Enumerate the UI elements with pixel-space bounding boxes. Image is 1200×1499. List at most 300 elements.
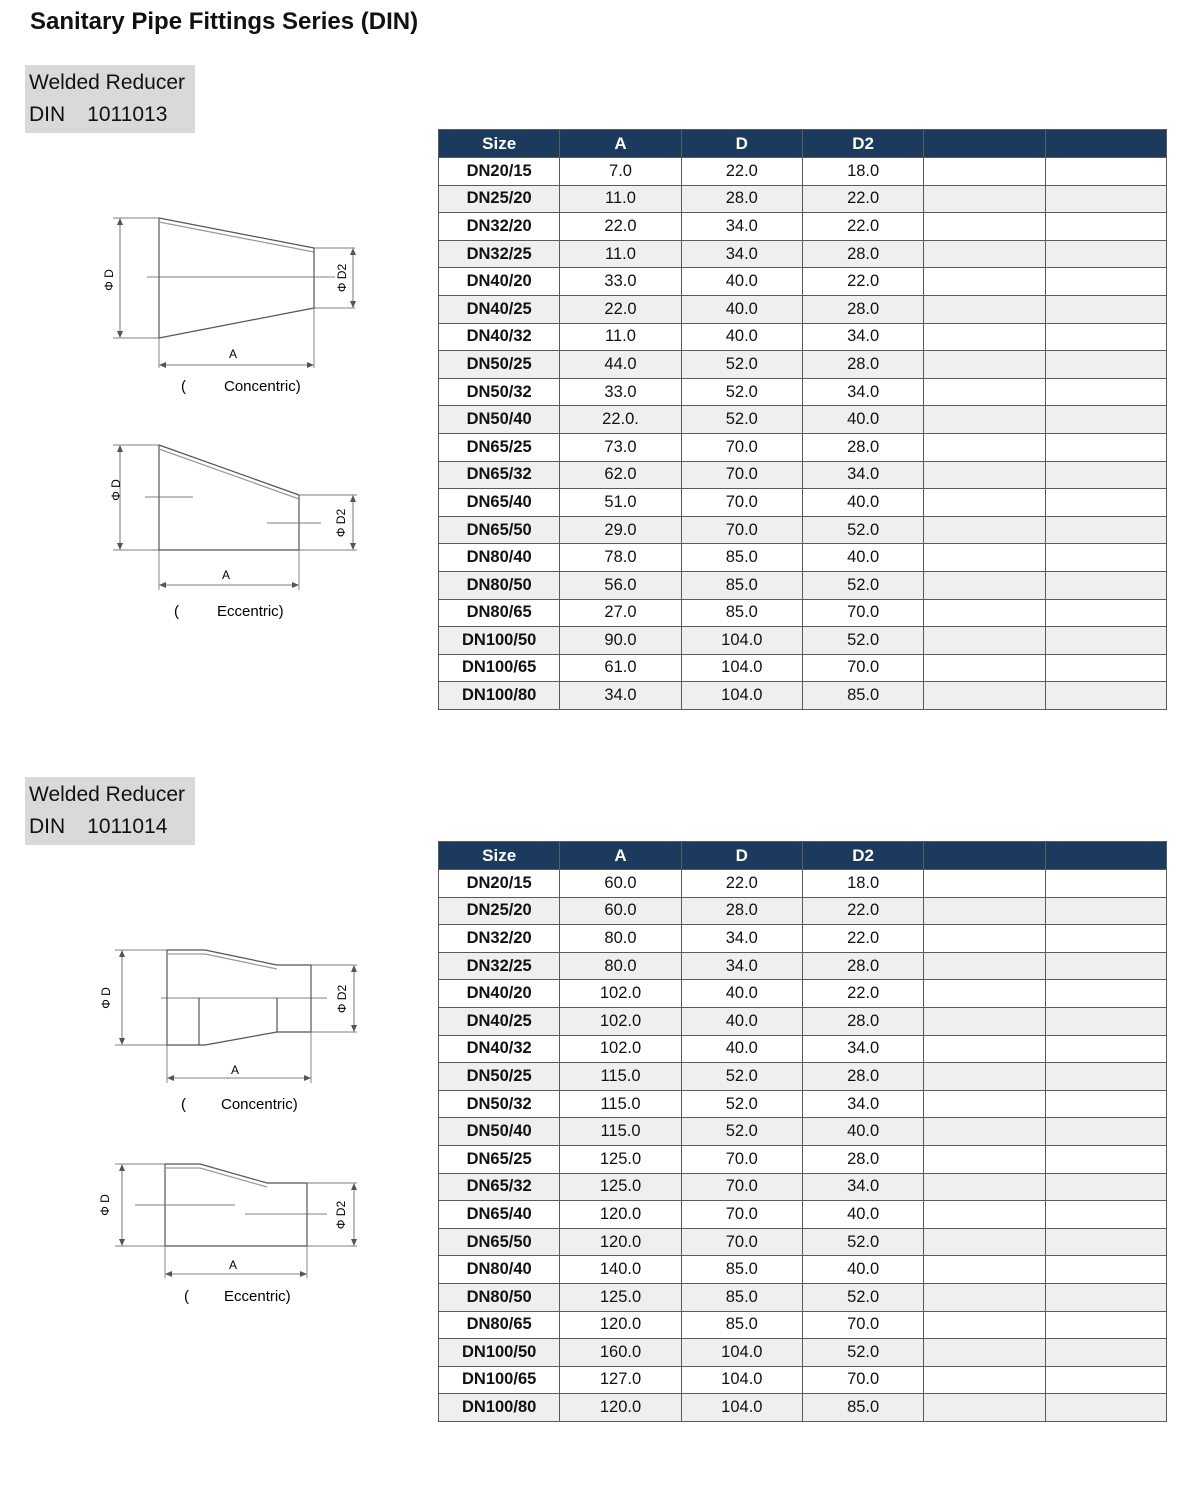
table-cell: 28.0 [802, 1007, 923, 1035]
table-cell: 28.0 [802, 240, 923, 268]
table-cell: 127.0 [560, 1366, 681, 1394]
table-cell: 34.0 [802, 1173, 923, 1201]
table-cell [1045, 516, 1166, 544]
table-row [439, 1035, 1167, 1063]
table-cell [1045, 1118, 1166, 1146]
table-cell: 27.0 [560, 599, 681, 627]
diameter-d-label: Φ D [98, 1194, 112, 1216]
table-row [439, 682, 1167, 710]
section-label-1011013 [25, 65, 195, 133]
table-cell [924, 1394, 1045, 1422]
table-cell [924, 980, 1045, 1008]
table-row [439, 406, 1167, 434]
table-cell: 52.0 [681, 378, 802, 406]
size-cell: DN65/32 [439, 461, 560, 489]
table-cell: 70.0 [681, 433, 802, 461]
table-cell: 120.0 [560, 1201, 681, 1229]
table-cell: 18.0 [802, 870, 923, 898]
column-header [1045, 130, 1166, 158]
table-cell: 52.0 [802, 1228, 923, 1256]
table-row [439, 1118, 1167, 1146]
table-row [439, 240, 1167, 268]
table-cell: 22.0 [802, 213, 923, 241]
table-cell: 70.0 [681, 1173, 802, 1201]
table-cell: 52.0 [802, 1339, 923, 1367]
table-cell [1045, 323, 1166, 351]
table-cell: 34.0 [681, 213, 802, 241]
table-cell [1045, 599, 1166, 627]
table-cell [924, 1090, 1045, 1118]
table-cell [924, 406, 1045, 434]
standard-label: DIN [29, 815, 66, 838]
table-cell [1045, 268, 1166, 296]
column-header [1045, 842, 1166, 870]
table-cell: 70.0 [681, 516, 802, 544]
table-cell [924, 1173, 1045, 1201]
table-cell [1045, 571, 1166, 599]
size-cell: DN65/32 [439, 1173, 560, 1201]
table-cell [924, 1201, 1045, 1229]
diameter-d2-label: Φ D2 [334, 1200, 348, 1230]
table-cell: 22.0 [681, 158, 802, 186]
column-header [924, 842, 1045, 870]
table-row [439, 1173, 1167, 1201]
table-cell: 52.0 [681, 406, 802, 434]
diameter-d-label: Φ D [99, 987, 113, 1009]
table-cell [1045, 1311, 1166, 1339]
table-cell: 70.0 [681, 489, 802, 517]
table-cell: 40.0 [681, 295, 802, 323]
table-row [439, 378, 1167, 406]
table-cell [924, 213, 1045, 241]
eccentric-caption: Eccentric) [217, 603, 284, 620]
table-cell: 52.0 [681, 351, 802, 379]
table-cell [1045, 1063, 1166, 1091]
table-cell: 52.0 [802, 627, 923, 655]
table-cell [924, 185, 1045, 213]
section-label-1011014 [25, 777, 195, 845]
size-cell: DN50/32 [439, 1090, 560, 1118]
table-cell: 34.0 [802, 1035, 923, 1063]
table-cell [1045, 870, 1166, 898]
table-cell: 52.0 [681, 1063, 802, 1091]
page-title: Sanitary Pipe Fittings Series (DIN) [30, 8, 419, 35]
table-cell: 115.0 [560, 1118, 681, 1146]
table-cell: 28.0 [681, 185, 802, 213]
table-cell: 125.0 [560, 1145, 681, 1173]
table-cell: 70.0 [802, 1366, 923, 1394]
size-cell: DN50/40 [439, 406, 560, 434]
table-cell: 22.0 [802, 897, 923, 925]
table-cell: 34.0 [802, 1090, 923, 1118]
size-cell: DN40/25 [439, 1007, 560, 1035]
product-code-line [25, 99, 195, 131]
table-cell [924, 268, 1045, 296]
size-cell: DN40/20 [439, 268, 560, 296]
table-cell [1045, 925, 1166, 953]
table-row [439, 1283, 1167, 1311]
table-cell [1045, 1283, 1166, 1311]
table-row [439, 952, 1167, 980]
size-cell: DN100/65 [439, 1366, 560, 1394]
table-row [439, 627, 1167, 655]
table-cell: 44.0 [560, 351, 681, 379]
table-cell: 52.0 [681, 1118, 802, 1146]
size-cell: DN100/50 [439, 1339, 560, 1367]
table-cell [924, 682, 1045, 710]
table-cell: 34.0 [681, 240, 802, 268]
table-cell: 40.0 [681, 323, 802, 351]
table-cell: 125.0 [560, 1173, 681, 1201]
size-cell: DN25/20 [439, 897, 560, 925]
spec-table-1011014 [438, 841, 1167, 1422]
size-cell: DN40/20 [439, 980, 560, 1008]
table-cell [924, 158, 1045, 186]
size-cell: DN32/20 [439, 213, 560, 241]
table-cell [924, 378, 1045, 406]
table-row [439, 1145, 1167, 1173]
size-cell: DN40/32 [439, 1035, 560, 1063]
caption-paren: ( [181, 1096, 186, 1113]
length-a-label: A [228, 1258, 238, 1272]
spec-table-1011013 [438, 129, 1167, 710]
table-cell: 34.0 [681, 952, 802, 980]
table-cell [1045, 185, 1166, 213]
column-header: D [681, 130, 802, 158]
table-cell: 120.0 [560, 1311, 681, 1339]
table-cell: 78.0 [560, 544, 681, 572]
table-row [439, 654, 1167, 682]
table-row [439, 433, 1167, 461]
size-cell: DN50/25 [439, 1063, 560, 1091]
table-row [439, 268, 1167, 296]
table-cell: 140.0 [560, 1256, 681, 1284]
table-cell: 70.0 [802, 654, 923, 682]
table-cell: 85.0 [681, 1256, 802, 1284]
size-cell: DN65/40 [439, 489, 560, 517]
table-row [439, 461, 1167, 489]
table-row [439, 1394, 1167, 1422]
table-row [439, 925, 1167, 953]
table-cell: 40.0 [802, 1201, 923, 1229]
table-cell [924, 351, 1045, 379]
table-row [439, 295, 1167, 323]
table-cell: 102.0 [560, 1007, 681, 1035]
table-cell [924, 1256, 1045, 1284]
size-cell: DN80/65 [439, 1311, 560, 1339]
table-row [439, 516, 1167, 544]
size-cell: DN50/25 [439, 351, 560, 379]
table-cell: 34.0 [802, 323, 923, 351]
product-code-line [25, 811, 195, 843]
table-cell: 22.0 [681, 870, 802, 898]
table-cell [1045, 1339, 1166, 1367]
table-cell: 40.0 [681, 268, 802, 296]
size-cell: DN80/50 [439, 571, 560, 599]
table-cell: 104.0 [681, 682, 802, 710]
table-cell: 22.0 [560, 295, 681, 323]
size-cell: DN100/80 [439, 1394, 560, 1422]
table-cell: 102.0 [560, 980, 681, 1008]
length-a-label: A [228, 347, 238, 361]
table-cell: 33.0 [560, 378, 681, 406]
table-row [439, 1311, 1167, 1339]
table-cell [1045, 1256, 1166, 1284]
table-row [439, 1256, 1167, 1284]
table-cell: 11.0 [560, 185, 681, 213]
table-cell: 28.0 [802, 295, 923, 323]
table-cell: 125.0 [560, 1283, 681, 1311]
table-cell [1045, 1173, 1166, 1201]
table-cell [924, 925, 1045, 953]
table-cell: 70.0 [681, 1201, 802, 1229]
table-cell: 22.0 [802, 925, 923, 953]
diameter-d2-label: Φ D2 [335, 263, 349, 293]
table-cell [1045, 1035, 1166, 1063]
table-row [439, 1228, 1167, 1256]
table-cell [1045, 1201, 1166, 1229]
table-cell [924, 544, 1045, 572]
size-cell: DN50/40 [439, 1118, 560, 1146]
table-cell [924, 897, 1045, 925]
table-row [439, 1090, 1167, 1118]
table-cell [924, 571, 1045, 599]
table-cell: 28.0 [802, 952, 923, 980]
size-cell: DN65/40 [439, 1201, 560, 1229]
table-cell: 40.0 [802, 1256, 923, 1284]
table-cell: 28.0 [802, 1063, 923, 1091]
table-cell [924, 1228, 1045, 1256]
table-cell: 22.0 [802, 268, 923, 296]
table-cell: 22.0. [560, 406, 681, 434]
table-cell [1045, 1145, 1166, 1173]
table-cell: 115.0 [560, 1063, 681, 1091]
table-row [439, 323, 1167, 351]
column-header: Size [439, 130, 560, 158]
table-cell: 40.0 [802, 1118, 923, 1146]
table-row [439, 351, 1167, 379]
concentric-caption: Concentric) [224, 378, 301, 395]
table-cell [1045, 433, 1166, 461]
size-cell: DN65/50 [439, 516, 560, 544]
table-cell [924, 295, 1045, 323]
table-cell: 80.0 [560, 925, 681, 953]
table-cell [1045, 980, 1166, 1008]
table-cell [924, 1366, 1045, 1394]
table-row [439, 185, 1167, 213]
table-header-row [439, 842, 1167, 870]
table-cell [924, 489, 1045, 517]
size-cell: DN100/80 [439, 682, 560, 710]
table-cell: 70.0 [802, 599, 923, 627]
table-cell: 60.0 [560, 897, 681, 925]
table-cell: 85.0 [681, 1283, 802, 1311]
diameter-d-label: Φ D [109, 479, 123, 501]
table-cell: 85.0 [681, 571, 802, 599]
size-cell: DN100/50 [439, 627, 560, 655]
table-cell [1045, 1007, 1166, 1035]
table-cell: 28.0 [802, 351, 923, 379]
table-row [439, 544, 1167, 572]
table-cell [924, 1283, 1045, 1311]
table-cell: 7.0 [560, 158, 681, 186]
table-cell: 51.0 [560, 489, 681, 517]
size-cell: DN100/65 [439, 654, 560, 682]
size-cell: DN32/25 [439, 952, 560, 980]
table-cell [1045, 654, 1166, 682]
table-cell [924, 516, 1045, 544]
table-row [439, 213, 1167, 241]
table-cell: 28.0 [802, 1145, 923, 1173]
table-cell: 40.0 [681, 1035, 802, 1063]
column-header: A [560, 130, 681, 158]
table-cell [924, 1035, 1045, 1063]
eccentric-reducer-diagram [95, 1150, 375, 1320]
eccentric-caption: Eccentric) [224, 1288, 291, 1305]
size-cell: DN80/65 [439, 599, 560, 627]
table-cell: 52.0 [681, 1090, 802, 1118]
table-cell [1045, 378, 1166, 406]
concentric-caption: Concentric) [221, 1096, 298, 1113]
eccentric-reducer-diagram [95, 430, 375, 630]
table-cell: 33.0 [560, 268, 681, 296]
table-row [439, 897, 1167, 925]
table-cell: 120.0 [560, 1228, 681, 1256]
table-cell: 61.0 [560, 654, 681, 682]
table-cell: 40.0 [802, 406, 923, 434]
table-cell: 120.0 [560, 1394, 681, 1422]
table-cell: 85.0 [681, 544, 802, 572]
table-cell [1045, 1394, 1166, 1422]
table-cell: 40.0 [681, 980, 802, 1008]
table-cell [924, 461, 1045, 489]
product-code: 1011014 [87, 815, 168, 838]
table-cell [1045, 682, 1166, 710]
column-header [924, 130, 1045, 158]
table-row [439, 870, 1167, 898]
size-cell: DN20/15 [439, 158, 560, 186]
size-cell: DN25/20 [439, 185, 560, 213]
table-cell: 34.0 [681, 925, 802, 953]
table-cell [1045, 461, 1166, 489]
caption-paren: ( [181, 378, 186, 395]
size-cell: DN80/40 [439, 544, 560, 572]
table-cell [924, 1063, 1045, 1091]
size-cell: DN32/25 [439, 240, 560, 268]
table-cell [1045, 295, 1166, 323]
table-cell: 160.0 [560, 1339, 681, 1367]
table-cell [924, 323, 1045, 351]
size-cell: DN40/25 [439, 295, 560, 323]
table-cell: 85.0 [802, 682, 923, 710]
table-cell [1045, 213, 1166, 241]
table-cell [1045, 1366, 1166, 1394]
table-cell [1045, 158, 1166, 186]
size-cell: DN80/50 [439, 1283, 560, 1311]
table-cell [1045, 627, 1166, 655]
size-cell: DN80/40 [439, 1256, 560, 1284]
table-cell: 40.0 [802, 489, 923, 517]
table-cell: 70.0 [802, 1311, 923, 1339]
table-cell [924, 654, 1045, 682]
diameter-d-label: Φ D [102, 269, 116, 291]
table-cell: 11.0 [560, 323, 681, 351]
table-cell [1045, 351, 1166, 379]
column-header: A [560, 842, 681, 870]
table-cell: 80.0 [560, 952, 681, 980]
table-cell: 29.0 [560, 516, 681, 544]
table-cell [924, 870, 1045, 898]
table-cell: 104.0 [681, 1366, 802, 1394]
table-cell: 22.0 [802, 185, 923, 213]
table-cell: 73.0 [560, 433, 681, 461]
size-cell: DN32/20 [439, 925, 560, 953]
length-a-label: A [221, 568, 231, 582]
table-cell [924, 1007, 1045, 1035]
table-cell [924, 240, 1045, 268]
table-cell [1045, 952, 1166, 980]
table-cell [924, 1145, 1045, 1173]
table-cell [924, 1311, 1045, 1339]
size-cell: DN65/25 [439, 433, 560, 461]
table-cell: 104.0 [681, 627, 802, 655]
table-cell: 62.0 [560, 461, 681, 489]
size-cell: DN50/32 [439, 378, 560, 406]
size-cell: DN65/50 [439, 1228, 560, 1256]
table-cell [1045, 1228, 1166, 1256]
table-cell: 28.0 [681, 897, 802, 925]
table-cell: 104.0 [681, 1339, 802, 1367]
table-cell: 52.0 [802, 571, 923, 599]
table-cell: 104.0 [681, 654, 802, 682]
standard-label: DIN [29, 103, 66, 126]
table-cell: 104.0 [681, 1394, 802, 1422]
table-cell: 70.0 [681, 1228, 802, 1256]
column-header: Size [439, 842, 560, 870]
table-cell [1045, 1090, 1166, 1118]
table-cell: 70.0 [681, 1145, 802, 1173]
table-cell: 18.0 [802, 158, 923, 186]
table-cell: 85.0 [802, 1394, 923, 1422]
product-name: Welded Reducer [29, 783, 186, 806]
table-cell: 22.0 [802, 980, 923, 1008]
table-header-row [439, 130, 1167, 158]
table-cell: 60.0 [560, 870, 681, 898]
column-header: D2 [802, 130, 923, 158]
diameter-d2-label: Φ D2 [334, 508, 348, 538]
size-cell: DN40/32 [439, 323, 560, 351]
table-row [439, 158, 1167, 186]
table-row [439, 599, 1167, 627]
table-cell: 22.0 [560, 213, 681, 241]
table-cell: 90.0 [560, 627, 681, 655]
table-cell [924, 952, 1045, 980]
table-cell [1045, 897, 1166, 925]
table-row [439, 980, 1167, 1008]
table-cell: 40.0 [681, 1007, 802, 1035]
table-row [439, 489, 1167, 517]
table-cell [924, 1339, 1045, 1367]
table-cell: 52.0 [802, 516, 923, 544]
table-cell [924, 1118, 1045, 1146]
concentric-reducer-diagram [95, 205, 375, 405]
diameter-d2-label: Φ D2 [335, 984, 349, 1014]
table-row [439, 1063, 1167, 1091]
table-cell [1045, 240, 1166, 268]
table-row [439, 571, 1167, 599]
table-cell [1045, 489, 1166, 517]
table-cell [1045, 544, 1166, 572]
